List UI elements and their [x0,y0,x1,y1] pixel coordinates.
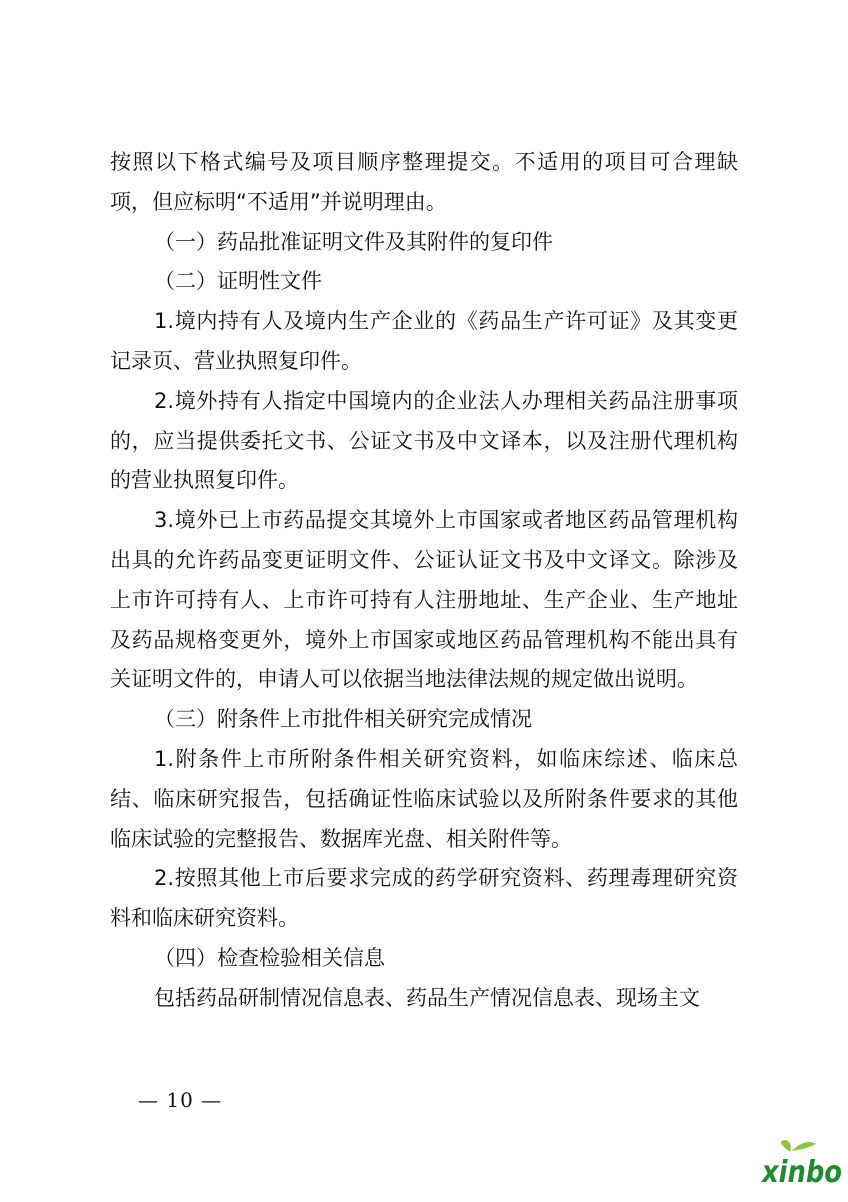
section-heading-1: （一）药品批准证明文件及其附件的复印件 [154,229,553,254]
section-heading-3: （三）附条件上市批件相关研究完成情况 [154,707,532,732]
list-item-2-2: 2.境外持有人指定中国境内的企业法人办理相关药品注册事项的，应当提供委托文书、公证文书及中文译本，以及注册代理机构的营业执照复印件。 [110,388,738,493]
section-heading-2: （二）证明性文件 [154,269,322,294]
section-heading-4: （四）检查检验相关信息 [154,945,385,970]
leaf-right-shape [792,1142,816,1151]
list-item-3-2: 2.按照其他上市后要求完成的药学研究资料、药理毒理研究资料和临床研究资料。 [110,866,738,931]
list-item-2-3: 3.境外已上市药品提交其境外上市国家或者地区药品管理机构出具的允许药品变更证明文件、公证认证文书及中文译文。除涉及上市许可持有人、上市许可持有人注册地址、生产企业、生产地址及药品规格变更外，境外上市国家或地区药品管理机构不能出具有关证明文件的，申请人可以依据当地法律法规的规定做出说明。 [110,508,738,692]
document-body [110,143,738,1019]
watermark-text: xinbo [760,1155,842,1190]
page-number: — 10 — [138,1088,223,1112]
xinbo-logo [760,1138,846,1198]
list-item-3-1: 1.附条件上市所附条件相关研究资料，如临床综述、临床总结、临床研究报告，包括确证性临床试验以及所附条件要求的其他临床试验的完整报告、数据库光盘、相关附件等。 [110,746,738,851]
list-item-2-1: 1.境内持有人及境内生产企业的《药品生产许可证》及其变更记录页、营业执照复印件。 [110,309,738,373]
paragraph-intro: 按照以下格式编号及项目顺序整理提交。不适用的项目可合理缺项，但应标明“不适用”并说明理由。 [110,150,738,214]
paragraph-4-body: 包括药品研制情况信息表、药品生产情况信息表、现场主文 [154,985,700,1010]
leaf-left-shape [781,1140,791,1152]
xinbo-logo-icon [760,1138,846,1198]
